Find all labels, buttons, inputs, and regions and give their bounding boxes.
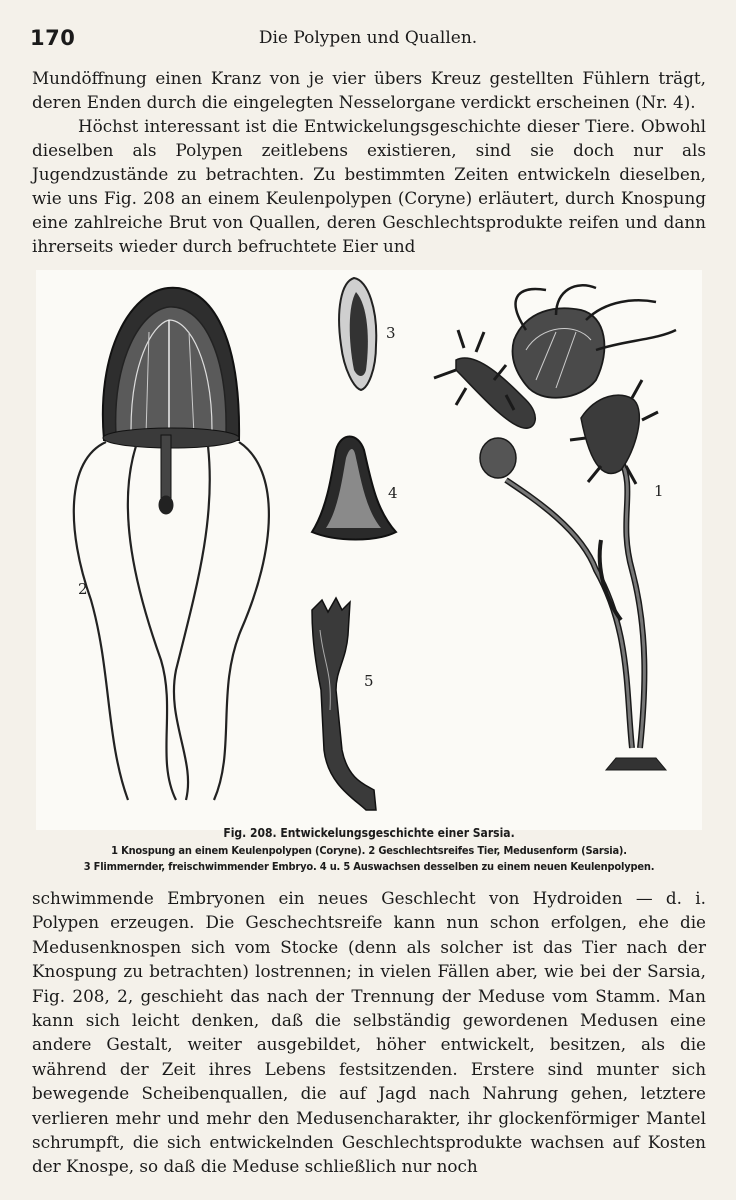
figure-label-four: 4 [388, 484, 398, 502]
continuation-paragraph: Mundöffnung einen Kranz von je vier übers Kreuz gestellten Fühlern trägt, deren Enden durch die eingelegten Nesselorgane verdickt erscheinen (Nr. 4). [32, 68, 706, 112]
page-header [30, 22, 706, 52]
caption-line-two: 3 Flimmernder, freischwimmender Embryo. 4 u. 5 Auswachsen desselben zu einem neuen Keulenpolypen. [83, 860, 655, 873]
page-number: 170 [30, 26, 76, 50]
figure-caption [28, 826, 710, 875]
embryo-drawing [339, 278, 376, 390]
figure-label-two: 2 [78, 580, 88, 598]
figure-208-illustration [36, 270, 702, 830]
figure-label-three: 3 [386, 324, 396, 342]
medusa-drawing [74, 288, 269, 800]
caption-line-one: 1 Knospung an einem Keulenpolypen (Coryne). 2 Geschlechtsreifes Tier, Medusenform (Sarsia). [111, 844, 627, 857]
caption-title: Fig. 208. Entwickelungsgeschichte einer Sarsia. [223, 826, 515, 840]
text-block-top [32, 66, 706, 258]
figure-label-one: 1 [654, 482, 664, 500]
figure-label-five: 5 [364, 672, 374, 690]
text-block-bottom [32, 886, 706, 1179]
stage-four-drawing [312, 437, 396, 540]
sarsia-engraving [36, 270, 702, 830]
generations-paragraph: schwimmende Embryonen ein neues Geschlecht von Hydroiden — d. i. Polypen erzeugen. Die Geschechtsreife kann nun schon erfolgen, ehe die Medusenknospen sich vom Stocke (denn als solcher ist das Tier nach der Knospung zu betrachten) lostrennen; in vielen Fällen aber, wie bei der Sarsia, Fig. 208, 2, geschieht das nach der Trennung der Meduse vom Stamm. Man kann sich leicht denken, daß die selbständig gewordenen Medusen eine andere Gestalt, weiter ausgebildet, höher entwickelt, besitzen, als die während der Zeit ihres Lebens festsitzenden. Erstere sind munter sich bewegende Scheibenquallen, die auf Jagd nach Nahrung gehen, letztere verlieren mehr und mehr den Medusencharakter, ihr glockenförmiger Mantel schrumpft, die sich entwickelnden Geschlechtsprodukte wachsen auf Kosten der Knospe, so daß die Meduse schließlich nur noch [32, 888, 706, 1177]
stage-five-drawing [312, 598, 376, 810]
polyp-colony-drawing [434, 285, 676, 770]
development-paragraph: Höchst interessant ist die Entwickelungsgeschichte dieser Tiere. Obwohl dieselben als Polypen zeitlebens existieren, sind sie doch nur als Jugendzustände zu betrachten. Zu bestimmten Zeiten entwickeln dieselben, wie uns Fig. 208 an einem Keulenpolypen (Coryne) erläutert, durch Knospung eine zahlreiche Brut von Quallen, deren Geschlechtsprodukte reifen und dann ihrerseits wieder durch befruchtete Eier und [32, 116, 706, 256]
running-title: Die Polypen und Quallen. [258, 28, 478, 48]
